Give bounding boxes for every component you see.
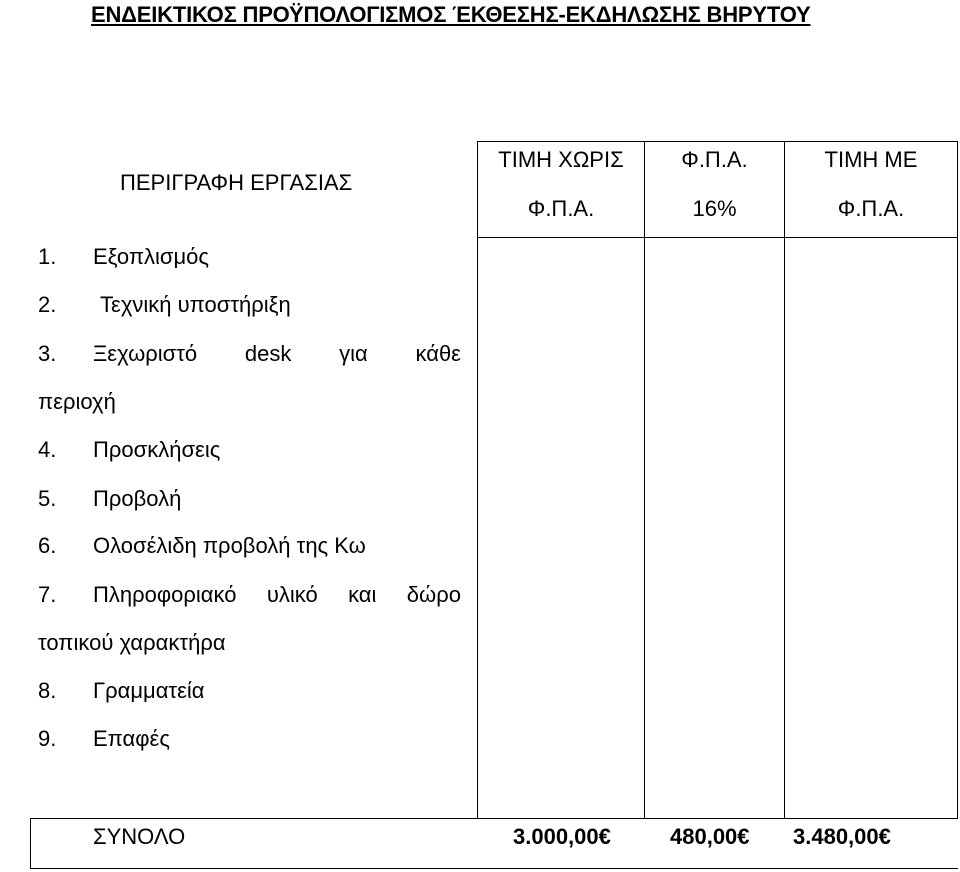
item-word: κάθε [415, 341, 461, 366]
item-word: δώρο [406, 582, 461, 607]
item-text: Ολοσέλιδη προβολή της Κω [93, 533, 366, 558]
header-price-with-vat-line-1: ΤΙΜΗ ΜΕ [824, 147, 918, 172]
item-number: 1. [38, 244, 57, 269]
item-text: Τεχνική υποστήριξη [100, 292, 291, 317]
header-vat-line-1: Φ.Π.Α. [681, 147, 748, 172]
header-vat-line-2: 16% [692, 196, 737, 221]
item-number: 9. [38, 726, 57, 751]
item-number: 5. [38, 486, 57, 511]
item-text [93, 582, 461, 608]
item-text: Εξοπλισμός [93, 244, 210, 269]
header-price-without-vat-line-1: ΤΙΜΗ ΧΩΡΙΣ [498, 147, 624, 172]
total-price-with-vat: 3.480,00€ [793, 824, 891, 849]
item-number: 4. [38, 437, 57, 462]
header-description: ΠΕΡΙΓΡΑΦΗ ΕΡΓΑΣΙΑΣ [120, 170, 353, 195]
table-top-border [477, 141, 958, 142]
total-vat: 480,00€ [670, 824, 750, 849]
item-text [93, 341, 461, 367]
column-divider-3 [784, 141, 785, 818]
header-price-without-vat-line-2: Φ.Π.Α. [527, 196, 595, 221]
item-text: Προσκλήσεις [93, 437, 221, 462]
total-row-top-border [30, 818, 958, 819]
item-text: Προβολή [93, 486, 182, 511]
table-right-border [957, 141, 958, 818]
item-number: 7. [38, 582, 57, 607]
item-word: και [348, 582, 377, 607]
item-word: Ξεχωριστό [93, 341, 198, 366]
document-title: ΕΝΔΕΙΚΤΙΚΟΣ ΠΡΟΫΠΟΛΟΓΙΣΜΟΣ ΈΚΘΕΣΗΣ-ΕΚΔΗΛΩΣΗΣ ΒΗΡΥΤΟΥ [91, 2, 811, 27]
total-row-left-border [30, 818, 31, 868]
header-bottom-border [477, 237, 958, 238]
item-word: υλικό [266, 582, 318, 607]
item-text: Επαφές [93, 726, 170, 751]
column-divider-2 [644, 141, 645, 818]
total-label: ΣΥΝΟΛΟ [93, 824, 186, 849]
item-word: desk [244, 341, 292, 366]
column-divider-1 [477, 141, 478, 818]
item-word: Πληροφοριακό [93, 582, 237, 607]
item-text-continuation: τοπικού χαρακτήρα [38, 630, 226, 655]
item-text-continuation: περιοχή [38, 389, 116, 414]
item-number: 3. [38, 341, 57, 366]
header-price-with-vat-line-2: Φ.Π.Α. [837, 196, 905, 221]
total-price-without-vat: 3.000,00€ [513, 824, 611, 849]
item-text: Γραμματεία [93, 678, 205, 703]
table-bottom-border [30, 868, 958, 869]
item-number: 8. [38, 678, 57, 703]
item-number: 6. [38, 533, 57, 558]
item-number: 2. [38, 292, 57, 317]
item-word: για [339, 341, 368, 366]
